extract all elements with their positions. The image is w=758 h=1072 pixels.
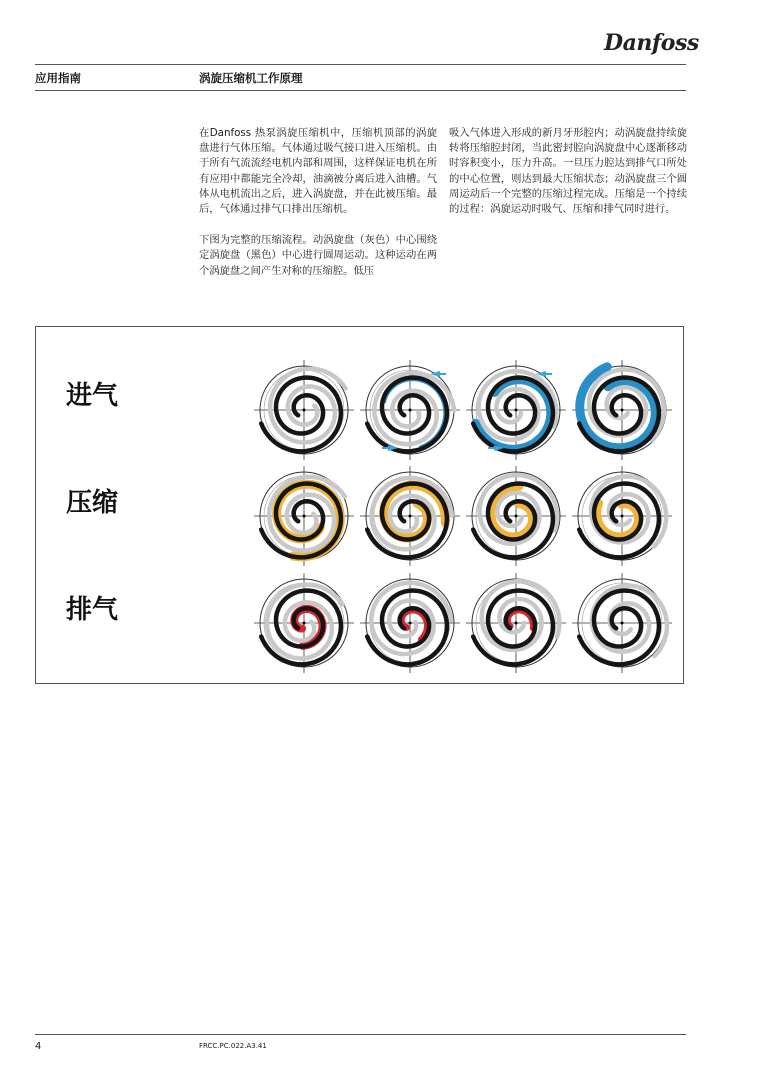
discharge-port [515,515,518,518]
discharge-port [409,409,412,412]
header-top-rule [35,64,686,65]
discharge-port [409,622,412,625]
document-code: FRCC.PC.022.A3.41 [199,1042,267,1050]
danfoss-logo: Danfoss [604,30,699,56]
scroll-diagram-discharge-1 [254,573,354,673]
discharge-port [621,622,624,625]
phase-label-compression: 压缩 [66,488,119,518]
discharge-port [409,515,412,518]
discharge-port [303,622,306,625]
scroll-diagram-intake-4 [572,360,672,460]
scroll-diagram-compression-4 [572,466,672,566]
body-left-column [199,126,437,295]
discharge-port [515,409,518,412]
scroll-diagram-discharge-4 [572,573,672,673]
scroll-diagram-grid [36,327,685,685]
phase-label-discharge: 排气 [66,595,119,625]
paragraph: 吸入气体进入形成的新月牙形腔内；动涡旋盘持续旋转将压缩腔封闭，当此密封腔向涡旋盘中心逐渐移动时容积变小，压力升高。一旦压力腔达到排气口所处的中心位置，则达到最大压缩状态；动涡旋盘三个圆周运动后一个完整的压缩过程完成。压缩是一个持续的过程：涡旋运动时吸气、压缩和排气同时进行。 [449,127,687,216]
paragraph: 下图为完整的压缩流程。动涡旋盘（灰色）中心围绕定涡旋盘（黑色）中心进行圆周运动。这种运动在两个涡旋盘之间产生对称的压缩腔。低压 [199,234,437,277]
discharge-port [621,515,624,518]
scroll-diagram-compression-3 [466,466,566,566]
page-title: 涡旋压缩机工作原理 [199,71,303,85]
scroll-diagram-intake-3 [466,360,566,460]
scroll-diagram-intake-1 [254,360,354,460]
body-right-column [449,126,687,233]
page-number: 4 [35,1041,42,1052]
scroll-diagram-intake-2 [360,360,460,460]
scroll-cycle-figure [35,326,684,684]
scroll-diagram-discharge-2 [360,573,460,673]
section-label: 应用指南 [35,71,81,85]
header-bottom-rule [35,90,686,91]
scroll-diagram-compression-1 [254,466,354,566]
scroll-diagram-compression-2 [360,466,460,566]
discharge-port [515,622,518,625]
phase-label-intake: 进气 [66,381,119,411]
discharge-port [621,409,624,412]
discharge-port [303,515,306,518]
footer-rule [35,1034,686,1035]
paragraph: 在Danfoss 热泵涡旋压缩机中，压缩机顶部的涡旋盘进行气体压缩。气体通过吸气接口进入压缩机。由于所有气流流经电机内部和周围，这样保证电机在所有应用中都能完全冷却，油滴被分离后进入油槽。气体从电机流出之后，进入涡旋盘，并在此被压缩。最后，气体通过排气口排出压缩机。 [199,127,437,216]
discharge-port [303,409,306,412]
scroll-diagram-discharge-3 [466,573,566,673]
